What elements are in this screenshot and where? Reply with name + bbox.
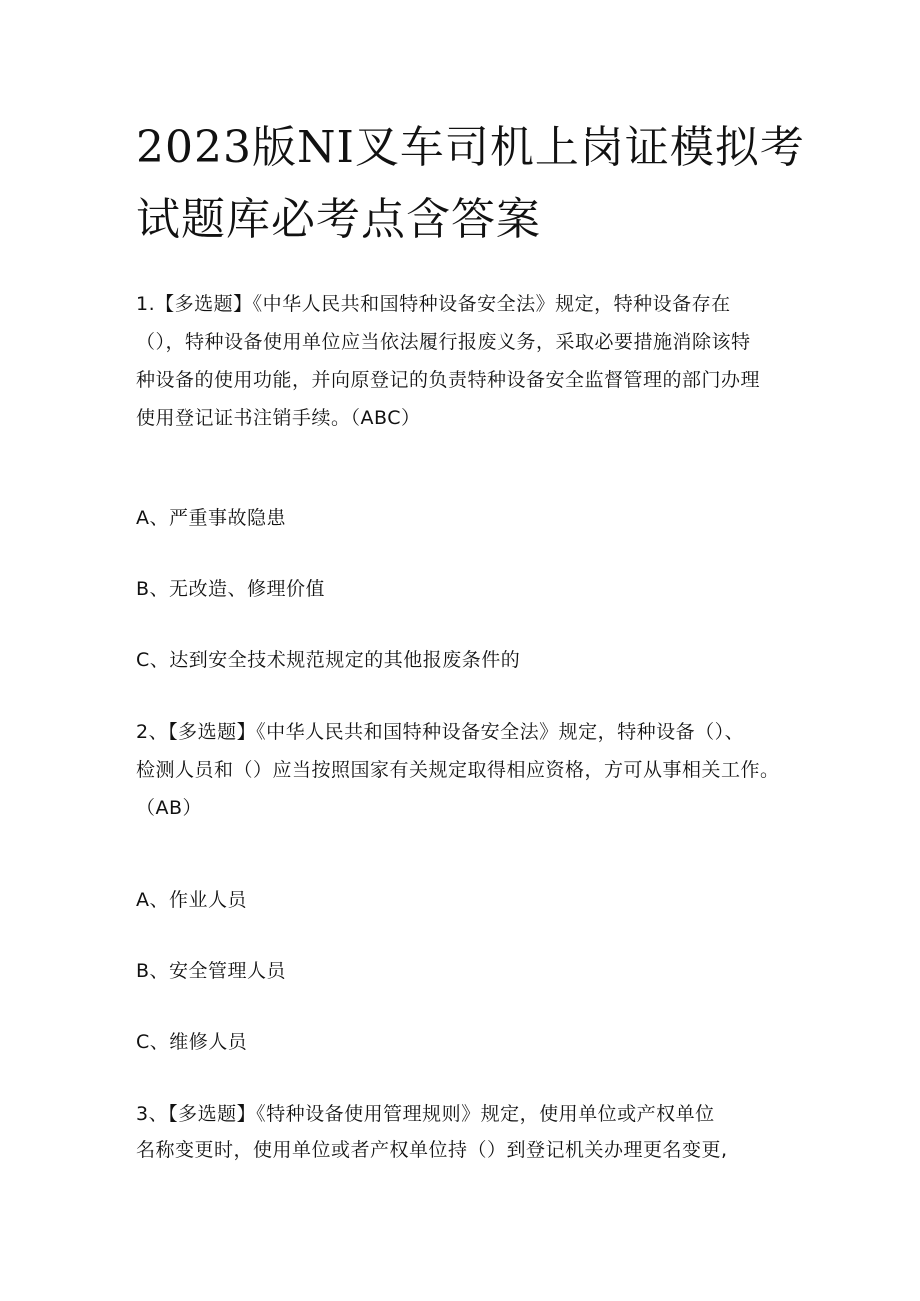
question-2-option-a: A、作业人员 bbox=[136, 889, 247, 911]
title-line-2: 试题库必考点含答案 bbox=[136, 194, 541, 245]
question-2 bbox=[136, 713, 796, 827]
question-2-option-b: B、安全管理人员 bbox=[136, 960, 287, 982]
question-2-line-2: 检测人员和（）应当按照国家有关规定取得相应资格，方可从事相关工作。 bbox=[136, 759, 780, 781]
question-1-option-c: C、达到安全技术规范规定的其他报废条件的 bbox=[136, 649, 521, 671]
question-1-option-b: B、无改造、修理价值 bbox=[136, 578, 326, 600]
question-3-line-1: 3、【多选题】《特种设备使用管理规则》规定，使用单位或产权单位 bbox=[136, 1103, 715, 1125]
question-3-line-2: 名称变更时，使用单位或者产权单位持（）到登记机关办理更名变更, bbox=[136, 1139, 728, 1161]
question-1 bbox=[136, 285, 796, 437]
question-1-line-3: 种设备的使用功能，并向原登记的负责特种设备安全监督管理的部门办理 bbox=[136, 369, 761, 391]
document-title bbox=[136, 112, 816, 256]
question-1-option-a: A、严重事故隐患 bbox=[136, 507, 286, 529]
title-line-1: 2023版NI叉车司机上岗证模拟考 bbox=[136, 122, 805, 173]
question-1-line-4: 使用登记证书注销手续。（ABC） bbox=[136, 407, 421, 429]
question-1-line-2: （），特种设备使用单位应当依法履行报废义务，采取必要措施消除该特 bbox=[136, 331, 751, 353]
question-2-option-c: C、维修人员 bbox=[136, 1031, 248, 1053]
question-2-line-3: （AB） bbox=[136, 797, 203, 819]
question-2-line-1: 2、【多选题】《中华人民共和国特种设备安全法》规定，特种设备（）、 bbox=[136, 721, 745, 743]
question-1-line-1: 1.【多选题】《中华人民共和国特种设备安全法》规定，特种设备存在 bbox=[136, 293, 731, 315]
